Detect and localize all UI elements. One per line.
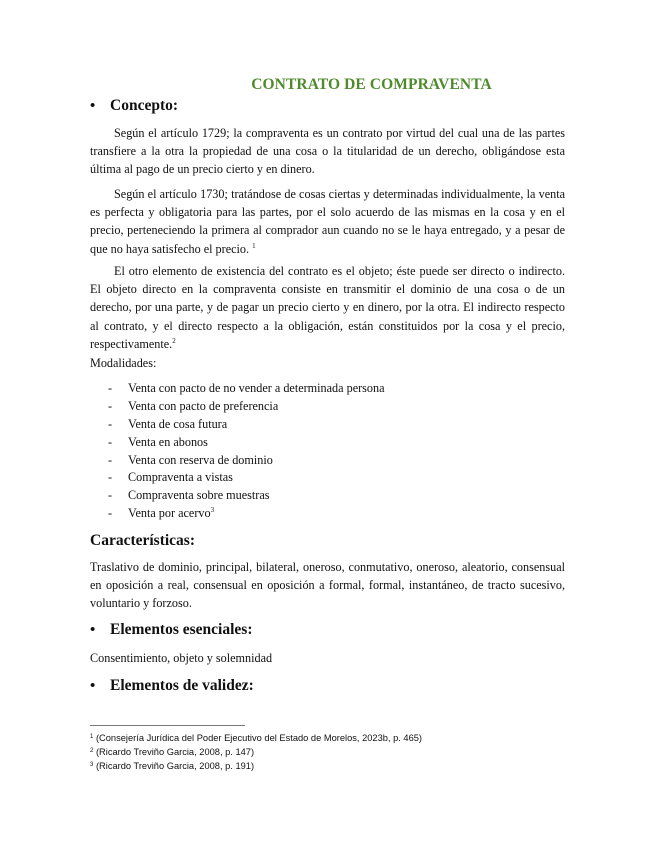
modalidades-list <box>90 380 385 523</box>
dash-marker: - <box>108 452 113 467</box>
footnotes <box>90 731 422 773</box>
list-item-text: Venta con reserva de dominio <box>128 452 273 467</box>
caracteristicas-paragraph: Traslativo de dominio, principal, bilateral, oneroso, conmutativo, oneroso, aleatorio, consensual en oposición a real, consensual en oposición a formal, formal, instantáneo, de tracto sucesivo, voluntario y forzoso. <box>90 560 565 611</box>
list-item-text: Venta con pacto de preferencia <box>128 398 279 413</box>
concepto-paragraph-3-text: El otro elemento de existencia del contrato es el objeto; éste puede ser directo o indirecto. El objeto directo en la compraventa consiste en transmitir el dominio de una cosa o de un derecho, por una parte, y de pagar un precio cierto y en dinero, por la otra. El indirecto respecto al contrato, y el directo respecto a la obligación, están constituidos por la cosa y el precio, respectivamente. <box>90 264 565 351</box>
dash-marker: - <box>108 470 113 485</box>
footnote-ref-2[interactable]: 2 <box>172 336 176 345</box>
dash-marker: - <box>108 506 113 521</box>
elementos-validez-heading <box>90 677 254 695</box>
footnote-number: 2 <box>90 748 94 754</box>
footnote-2 <box>90 745 422 759</box>
list-item-text: Venta con pacto de no vender a determinada persona <box>128 381 385 395</box>
dash-marker: - <box>108 416 113 431</box>
concepto-paragraph-1: Según el artículo 1729; la compraventa es un contrato por virtud del cual una de las partes transfiere a la otra la propiedad de una cosa o la titularidad de un derecho, obligándose esta última al pago de un precio cierto y en dinero. <box>90 126 565 177</box>
list-item <box>90 398 385 416</box>
list-item <box>90 505 385 523</box>
list-item-text: Compraventa a vistas <box>128 470 233 485</box>
concepto-heading <box>90 97 178 115</box>
concepto-paragraph-2 <box>90 185 565 258</box>
list-item-text: Venta por acervo <box>128 506 211 521</box>
footnote-separator <box>90 725 245 726</box>
footnote-number: 1 <box>90 734 94 740</box>
list-item <box>90 452 385 470</box>
elementos-esenciales-heading <box>90 621 252 639</box>
footnote-number: 3 <box>90 762 94 768</box>
modalidades-label: Modalidades: <box>90 356 157 370</box>
footnote-text: (Consejería Jurídica del Poder Ejecutivo del Estado de Morelos, 2023b, p. 465) <box>95 733 423 743</box>
list-item <box>90 380 385 398</box>
dash-marker: - <box>108 381 113 395</box>
concepto-paragraph-2-text: Según el artículo 1730; tratándose de cosas ciertas y determinadas individualmente, la venta es perfecta y obligatoria para las partes, por el solo acuerdo de las mismas en la cosa y en el precio, perteneciendo la primera al comprador aun cuando no se le haya entregado, y a pesar de que no haya satisfecho el precio. <box>90 187 565 256</box>
list-item-text: Compraventa sobre muestras <box>128 488 270 503</box>
footnote-ref-3[interactable]: 3 <box>210 506 215 515</box>
elementos-esenciales-heading-text: Elementos esenciales: <box>110 621 253 638</box>
dash-marker: - <box>108 488 113 503</box>
footnote-3 <box>90 759 422 773</box>
bullet-icon: • <box>90 678 96 694</box>
footnote-text: (Ricardo Treviño Garcia, 2008, p. 191) <box>95 761 255 771</box>
footnote-text: (Ricardo Treviño Garcia, 2008, p. 147) <box>95 747 255 757</box>
footnote-1 <box>90 731 422 745</box>
list-item-text: Venta de cosa futura <box>128 416 228 431</box>
dash-marker: - <box>108 434 113 449</box>
list-item <box>90 416 385 434</box>
elementos-esenciales-text: Consentimiento, objeto y solemnidad <box>90 651 273 665</box>
list-item <box>90 487 385 505</box>
bullet-icon: • <box>90 98 96 114</box>
list-item <box>90 434 385 452</box>
concepto-paragraph-3 <box>90 262 565 353</box>
document-title: CONTRATO DE COMPRAVENTA <box>251 76 492 93</box>
concepto-heading-text: Concepto: <box>110 97 179 114</box>
dash-marker: - <box>108 398 113 413</box>
elementos-validez-heading-text: Elementos de validez: <box>110 677 254 694</box>
bullet-icon: • <box>90 622 96 638</box>
list-item-text: Venta en abonos <box>128 434 208 449</box>
footnote-ref-1[interactable]: 1 <box>252 241 256 250</box>
caracteristicas-heading: Características: <box>90 532 196 549</box>
list-item <box>90 469 385 487</box>
